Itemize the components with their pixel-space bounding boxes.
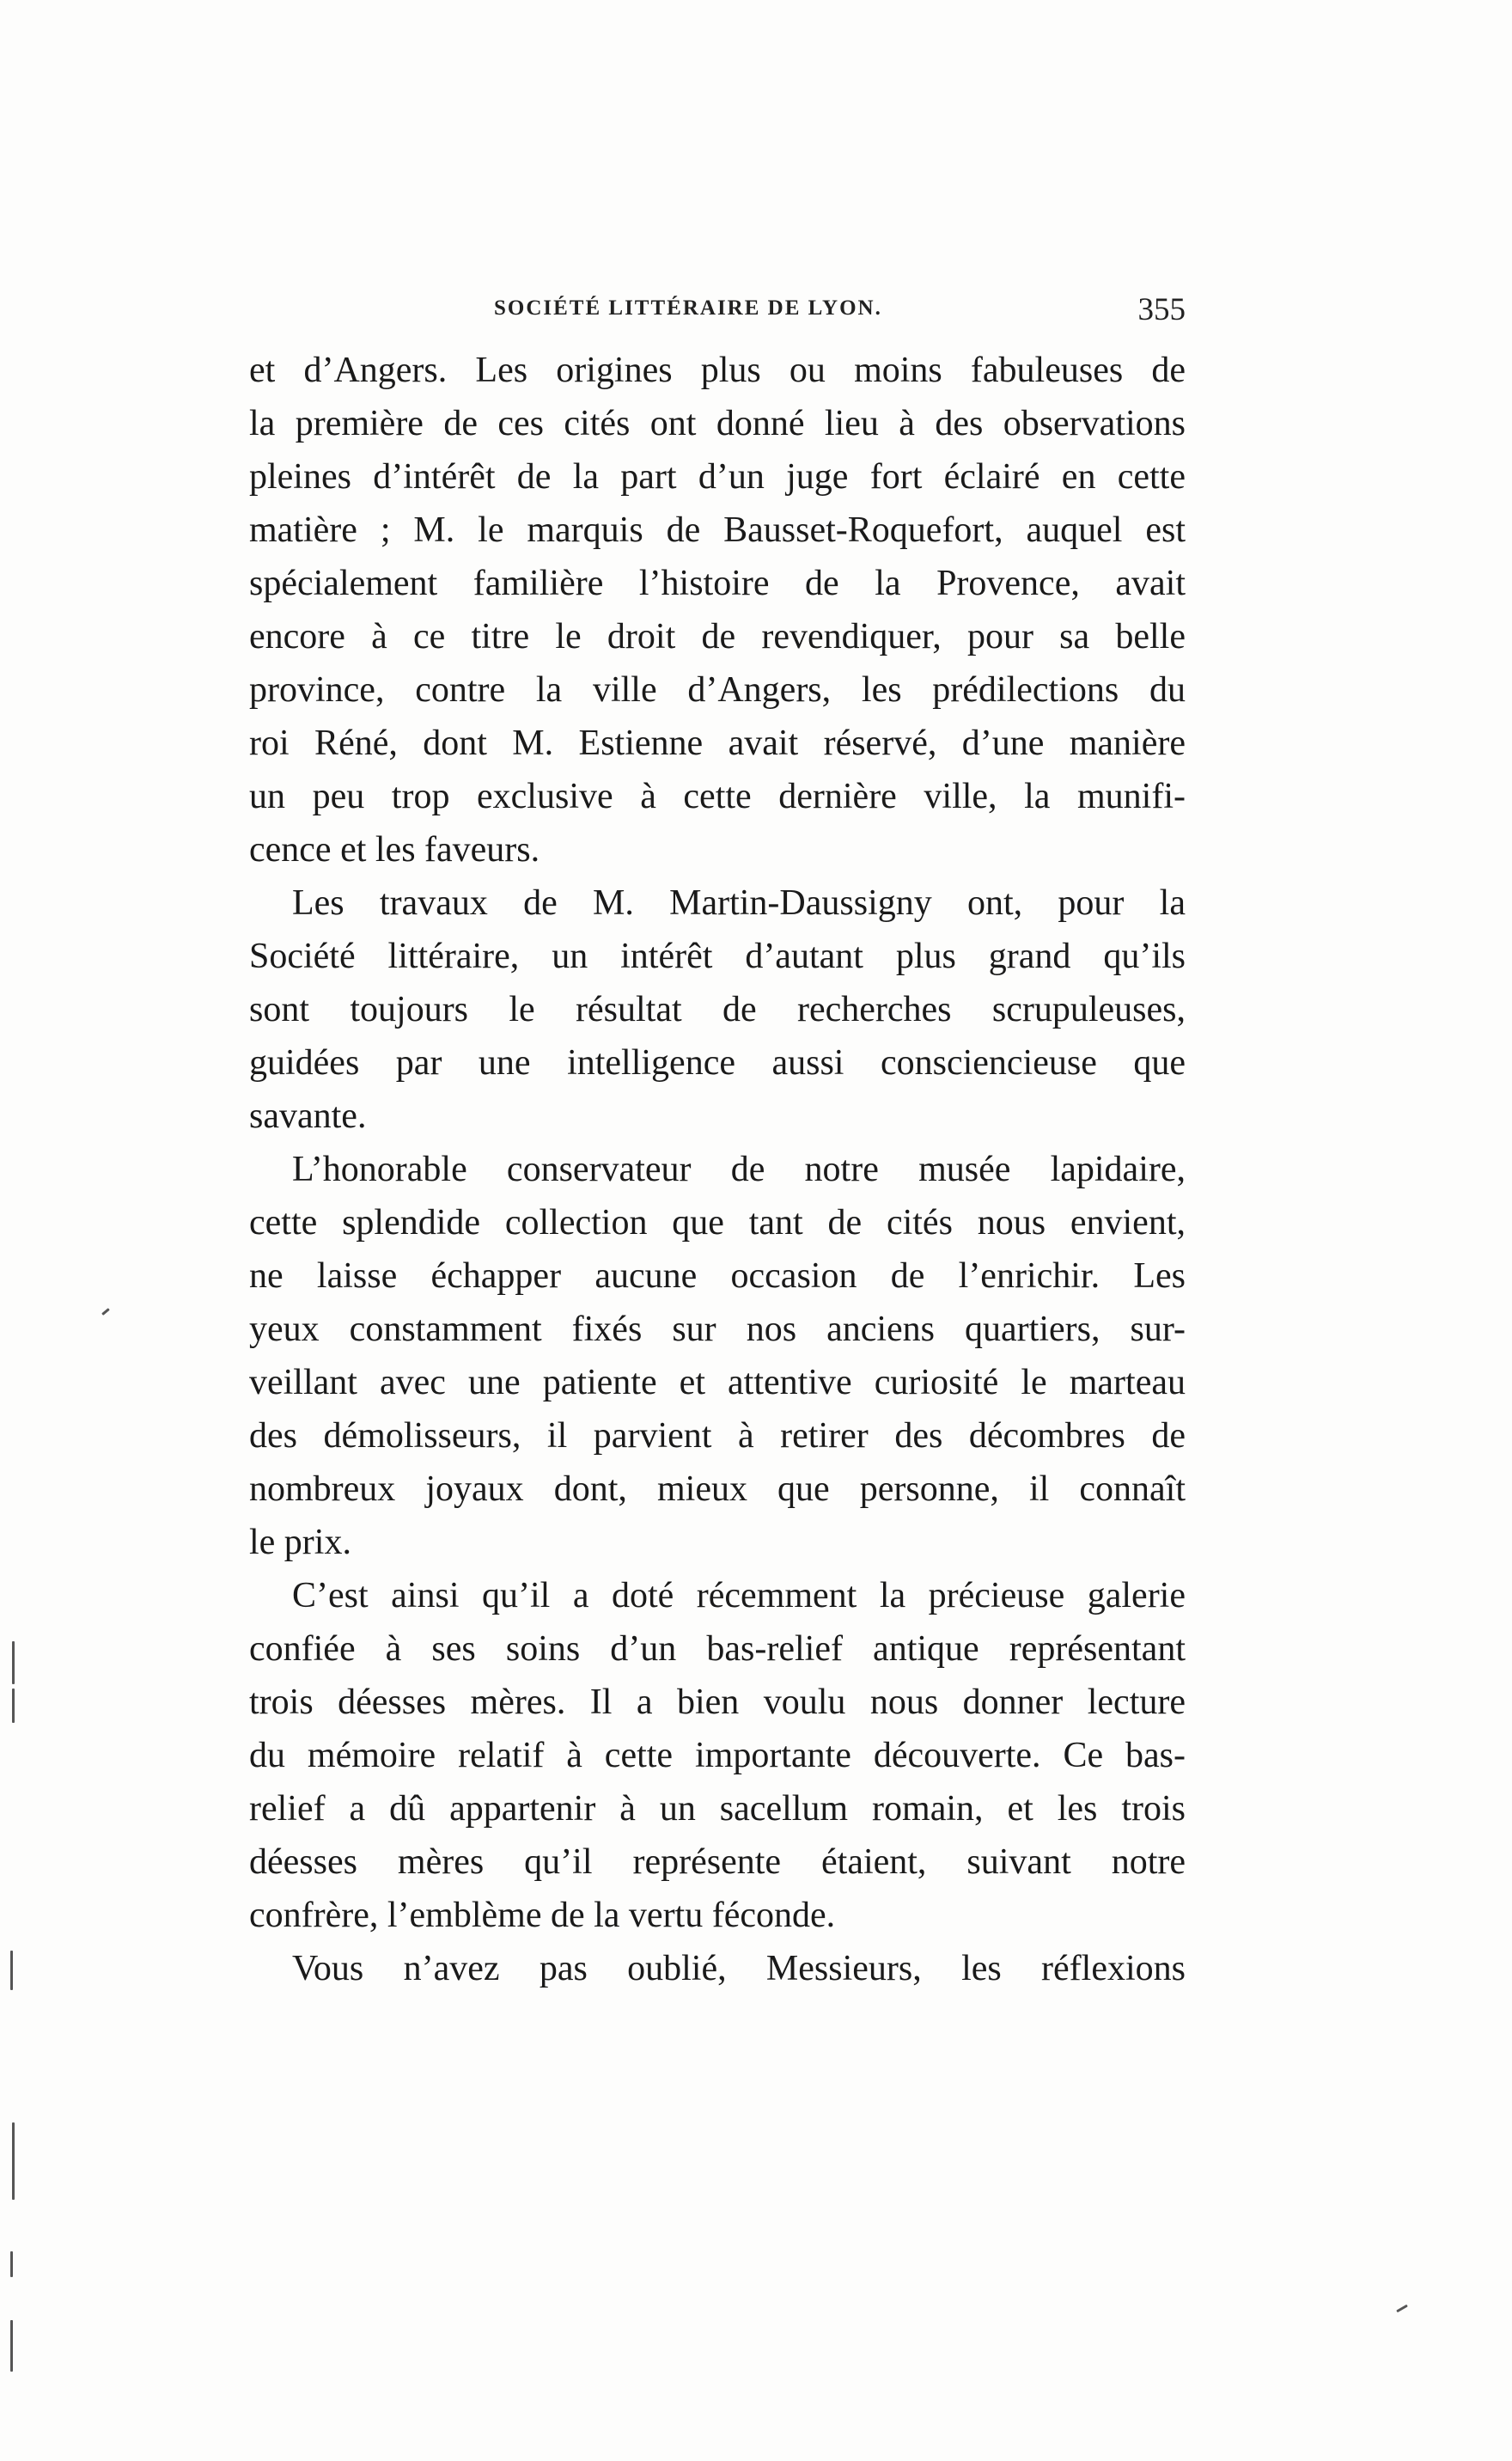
text-line: confiée à ses soins d’un bas-relief antique représentant [249,1629,1186,1669]
text-line: et d’Angers. Les origines plus ou moins fabuleuses de [249,351,1186,390]
text-line: la première de ces cités ont donné lieu à des observations [249,404,1186,443]
scan-speck [12,2122,15,2200]
text-line: Vous n’avez pas oublié, Messieurs, les réflexions [292,1949,1186,1988]
text-line: confrère, l’emblème de la vertu féconde. [249,1896,836,1935]
text-line: province, contre la ville d’Angers, les prédilections du [249,670,1186,710]
text-line: sont toujours le résultat de recherches scrupuleuses, [249,990,1186,1029]
text-line: encore à ce titre le droit de revendiquer, pour sa belle [249,617,1186,656]
text-line: ne laisse échapper aucune occasion de l’enrichir. Les [249,1256,1186,1296]
text-line: Les travaux de M. Martin-Daussigny ont, pour la [292,883,1186,923]
text-line: Société littéraire, un intérêt d’autant plus grand qu’ils [249,937,1186,976]
text-line: L’honorable conservateur de notre musée lapidaire, [292,1150,1186,1189]
text-line: matière ; M. le marquis de Bausset-Roquefort, auquel est [249,510,1186,550]
text-line: roi Réné, dont M. Estienne avait réservé, d’une manière [249,724,1186,763]
text-line: déesses mères qu’il représente étaient, suivant notre [249,1842,1186,1882]
text-line: relief a dû appartenir à un sacellum romain, et les trois [249,1789,1186,1829]
text-line: du mémoire relatif à cette importante découverte. Ce bas- [249,1736,1186,1775]
text-line: spécialement familière l’histoire de la Provence, avait [249,564,1186,603]
scan-speck [10,2320,13,2372]
scan-speck [10,2251,13,2277]
text-line: cette splendide collection que tant de cités nous envient, [249,1203,1186,1243]
text-line: savante. [249,1096,367,1136]
scan-speck [12,1641,15,1684]
text-line: un peu trop exclusive à cette dernière ville, la munifi- [249,777,1186,816]
text-line: pleines d’intérêt de la part d’un juge fort éclairé en cette [249,457,1186,497]
scan-speck [12,1689,15,1723]
text-line: le prix. [249,1523,351,1562]
text-line: nombreux joyaux dont, mieux que personne, il connaît [249,1469,1186,1509]
body-text [249,344,1186,1995]
scan-speck [10,1951,13,1990]
text-line: cence et les faveurs. [249,830,540,870]
text-line: guidées par une intelligence aussi consciencieuse que [249,1043,1186,1083]
text-line: yeux constamment fixés sur nos anciens quartiers, sur- [249,1310,1186,1349]
text-line: des démolisseurs, il parvient à retirer des décombres de [249,1416,1186,1456]
page-number: 355 [1137,292,1186,327]
text-line: C’est ainsi qu’il a doté récemment la précieuse galerie [292,1576,1186,1615]
scan-speck [1396,2305,1408,2313]
scan-speck [101,1308,110,1316]
text-line: trois déesses mères. Il a bien voulu nous donner lecture [249,1682,1186,1722]
text-line: veillant avec une patiente et attentive curiosité le marteau [249,1363,1186,1402]
running-head [249,292,1186,331]
running-title: SOCIÉTÉ LITTÉRAIRE DE LYON. [494,296,882,320]
